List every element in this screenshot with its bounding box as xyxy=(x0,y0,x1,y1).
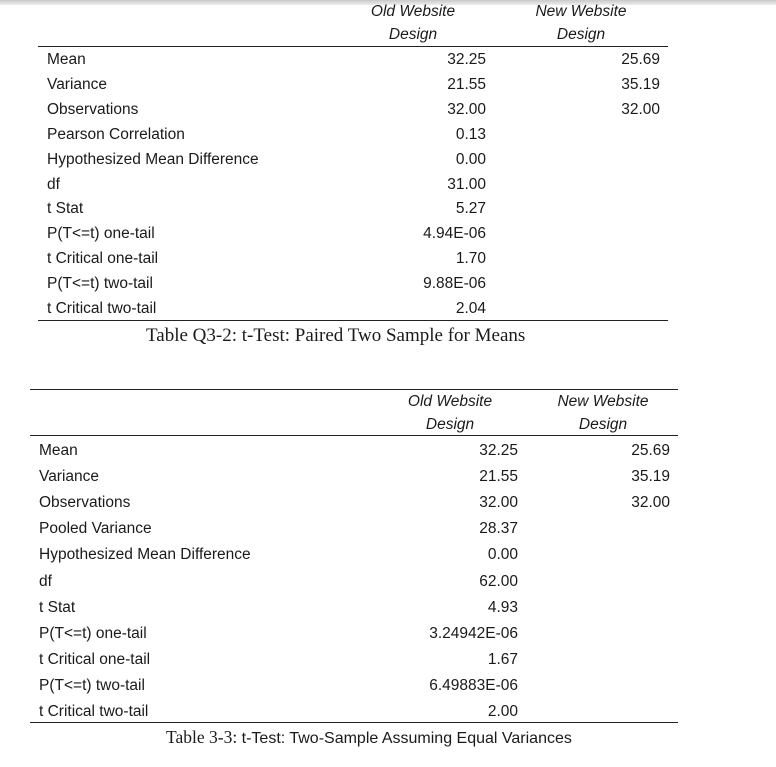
old-design-value: 32.25 xyxy=(479,442,518,459)
row-label: t Stat xyxy=(39,598,76,616)
old-design-value: 32.25 xyxy=(447,51,486,68)
old-design-value: 21.55 xyxy=(479,468,518,486)
row-label: t Stat xyxy=(47,200,84,218)
old-design-value: 4.94E-06 xyxy=(423,225,486,243)
new-design-value: 25.69 xyxy=(631,442,670,459)
old-design-value: 3.24942E-06 xyxy=(429,624,518,642)
old-design-value: 32.00 xyxy=(479,494,518,512)
col-header-new-design: New Website Design xyxy=(535,3,627,43)
row-label: Pearson Correlation xyxy=(47,125,185,143)
row-label: P(T<=t) two-tail xyxy=(47,275,153,293)
row-label: Observations xyxy=(47,100,139,118)
old-design-value: 62.00 xyxy=(479,572,518,590)
row-label: Variance xyxy=(39,468,100,486)
table-caption xyxy=(166,727,572,749)
old-design-value: 31.00 xyxy=(447,175,486,193)
old-design-value: 1.67 xyxy=(487,650,518,668)
old-design-value: 9.88E-06 xyxy=(423,275,486,293)
new-design-value: 32.00 xyxy=(631,494,670,512)
row-label: Mean xyxy=(47,51,86,68)
table-bottom-rule xyxy=(38,320,668,321)
caption-prefix: Table 3-3: xyxy=(166,727,238,747)
old-design-value: 0.00 xyxy=(455,150,486,168)
row-label: Hypothesized Mean Difference xyxy=(39,546,251,564)
row-label: t Critical two-tail xyxy=(47,300,157,317)
old-design-value: 21.55 xyxy=(447,75,486,93)
old-design-value: 0.13 xyxy=(455,125,486,143)
row-label: t Critical one-tail xyxy=(39,650,151,668)
new-design-value: 25.69 xyxy=(621,51,660,68)
row-label: t Critical one-tail xyxy=(47,250,159,268)
old-design-value: 2.00 xyxy=(487,703,518,720)
old-design-value: 4.93 xyxy=(487,598,518,616)
row-label: t Critical two-tail xyxy=(39,703,149,720)
old-design-value: 28.37 xyxy=(479,520,518,538)
row-label: Hypothesized Mean Difference xyxy=(47,150,259,168)
caption-text: t-Test: Two-Sample Assuming Equal Variances xyxy=(241,730,572,747)
table-bottom-rule xyxy=(30,722,678,723)
old-design-value: 32.00 xyxy=(447,100,486,118)
row-label: Pooled Variance xyxy=(39,520,152,538)
col-header-old-design: Old Website Design xyxy=(370,3,456,43)
old-design-value: 0.00 xyxy=(487,546,518,564)
row-label: Variance xyxy=(47,75,108,93)
row-label: Mean xyxy=(39,442,78,459)
old-design-value: 5.27 xyxy=(455,200,486,218)
old-design-value: 1.70 xyxy=(455,250,486,268)
row-label: Observations xyxy=(39,494,131,512)
row-label: P(T<=t) two-tail xyxy=(39,676,145,694)
table-caption: Table Q3-2: t-Test: Paired Two Sample for Means xyxy=(146,325,526,346)
col-header-old-design: Old Website Design xyxy=(407,393,493,433)
new-design-value: 35.19 xyxy=(621,75,660,93)
new-design-value: 32.00 xyxy=(621,100,660,118)
old-design-value: 2.04 xyxy=(455,300,486,317)
col-header-new-design: New Website Design xyxy=(557,393,649,433)
row-label: P(T<=t) one-tail xyxy=(39,624,147,642)
row-label: df xyxy=(39,572,52,590)
table-top-rule xyxy=(38,46,668,47)
header-rule xyxy=(30,435,678,436)
row-label: P(T<=t) one-tail xyxy=(47,225,155,243)
old-design-value: 6.49883E-06 xyxy=(429,676,518,694)
row-label: df xyxy=(47,175,60,193)
new-design-value: 35.19 xyxy=(631,468,670,486)
